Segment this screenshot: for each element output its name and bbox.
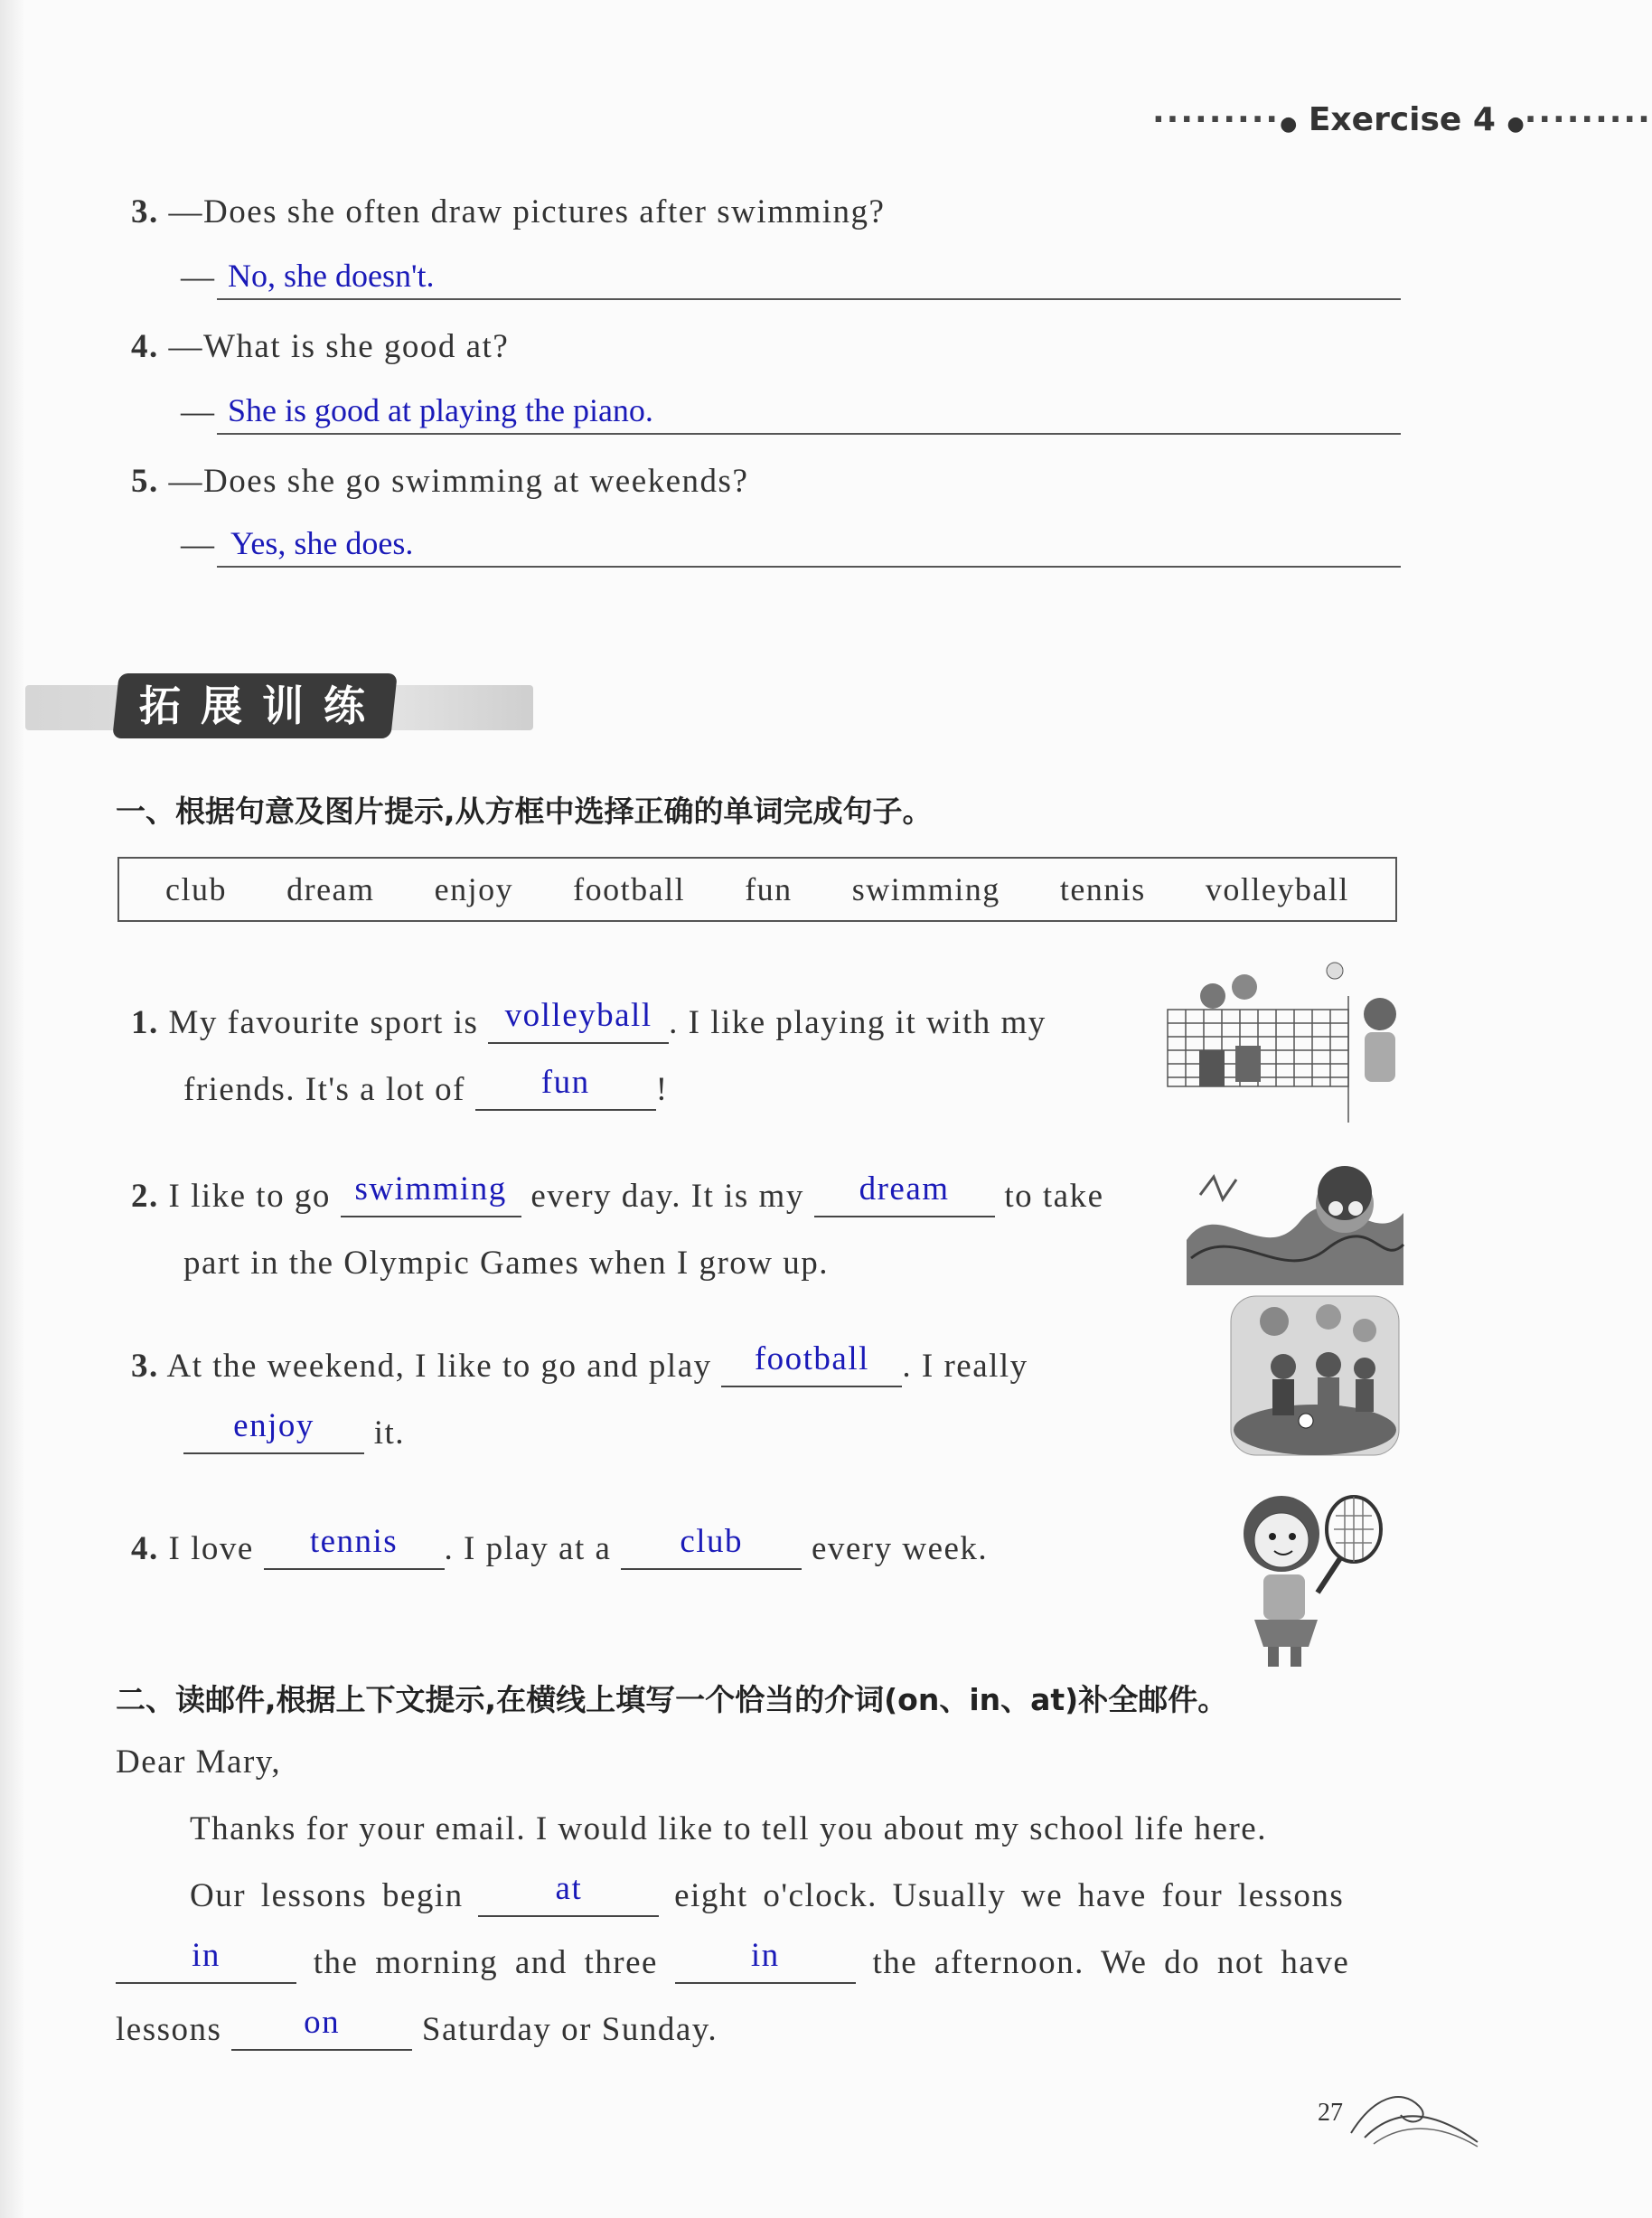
- swimming-illustration: [1182, 1159, 1408, 1285]
- email-greeting: Dear Mary,: [116, 1743, 282, 1781]
- volleyball-illustration: [1159, 960, 1412, 1141]
- question-4: 4. —What is she good at?: [131, 328, 510, 365]
- email-line-4: lessons on Saturday or Sunday.: [116, 2010, 718, 2051]
- page-edge: [0, 0, 25, 2218]
- exercise-header: ·········● Exercise 4 ●·········: [1152, 101, 1652, 138]
- item-2-line-1: 2. I like to go swimming every day. It is my dream to take: [131, 1177, 1104, 1217]
- blank-4b[interactable]: club: [621, 1529, 802, 1570]
- blank-4a[interactable]: tennis: [264, 1529, 445, 1570]
- answer-4: She is good at playing the piano.: [228, 392, 653, 428]
- answer-line-3: [217, 298, 1401, 300]
- item-1-line-2: friends. It's a lot of fun !: [183, 1070, 669, 1111]
- section1-instruction: 一、根据句意及图片提示,从方框中选择正确的单词完成句子。: [116, 794, 933, 829]
- word-enjoy: enjoy: [434, 871, 514, 907]
- answer-line-5: [217, 566, 1401, 568]
- blank-2a[interactable]: swimming: [341, 1177, 521, 1217]
- answer-3: No, she doesn't.: [228, 258, 435, 294]
- question-3: 3. —Does she often draw pictures after swimming?: [131, 193, 886, 230]
- question-5: 5. —Does she go swimming at weekends?: [131, 463, 749, 500]
- word-volleyball: volleyball: [1205, 871, 1349, 907]
- dash-4: —: [181, 393, 216, 430]
- football-illustration: [1229, 1294, 1401, 1457]
- item-3-line-1: 3. At the weekend, I like to go and play football . I really: [131, 1347, 1028, 1387]
- blank-1a[interactable]: volleyball: [488, 1003, 669, 1044]
- section-banner-label: 拓展训练: [112, 673, 398, 738]
- blank-3b[interactable]: enjoy: [183, 1414, 364, 1454]
- blank-email-4[interactable]: on: [231, 2010, 412, 2051]
- word-tennis: tennis: [1059, 871, 1146, 907]
- word-box: [117, 857, 1397, 922]
- word-dream: dream: [286, 871, 375, 907]
- word-fun: fun: [745, 871, 793, 907]
- word-club: club: [165, 871, 228, 907]
- email-line-2: Our lessons begin at eight o'clock. Usually we have four lessons: [190, 1876, 1344, 1917]
- dash-5: —: [181, 526, 216, 563]
- item-1-line-1: 1. My favourite sport is volleyball . I like playing it with my: [131, 1003, 1047, 1044]
- email-line-3: in the morning and three in the afternoon. We do not have: [116, 1943, 1349, 1984]
- blank-email-2[interactable]: in: [116, 1943, 296, 1984]
- answer-line-4: [217, 433, 1401, 435]
- blank-email-3[interactable]: in: [675, 1943, 856, 1984]
- blank-3a[interactable]: football: [721, 1347, 902, 1387]
- page-number: 27: [1318, 2099, 1343, 2127]
- wave-decoration: [1347, 2079, 1482, 2151]
- item-2-line-2: part in the Olympic Games when I grow up.: [183, 1245, 829, 1282]
- tennis-illustration: [1218, 1484, 1417, 1674]
- section2-instruction: 二、读邮件,根据上下文提示,在横线上填写一个恰当的介词(on、in、at)补全邮件。: [116, 1682, 1228, 1717]
- blank-email-1[interactable]: at: [478, 1876, 659, 1917]
- answer-5: Yes, she does.: [230, 525, 414, 561]
- word-football: football: [573, 871, 686, 907]
- item-4-line-1: 4. I love tennis . I play at a club every week.: [131, 1529, 988, 1570]
- email-line-1: Thanks for your email. I would like to tell you about my school life here.: [190, 1810, 1267, 1847]
- word-swimming: swimming: [851, 871, 1000, 907]
- blank-1b[interactable]: fun: [475, 1070, 656, 1111]
- blank-2b[interactable]: dream: [814, 1177, 995, 1217]
- dash-3: —: [181, 258, 216, 296]
- item-3-line-2: enjoy it.: [183, 1414, 405, 1454]
- exercise-label: Exercise 4: [1308, 101, 1496, 138]
